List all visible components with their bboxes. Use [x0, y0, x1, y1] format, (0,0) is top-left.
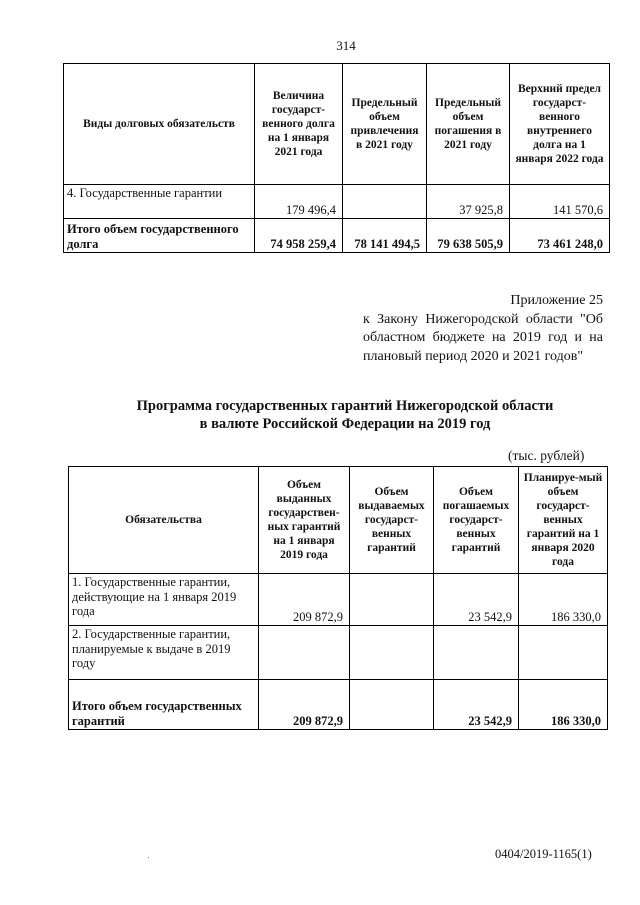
document-code: 0404/2019-1165(1) [495, 847, 592, 861]
guarantee-cell [350, 574, 434, 626]
debt-header-value: Величина государст-венного долга на 1 января 2021 года [255, 64, 343, 185]
debt-total-cell: 78 141 494,5 [343, 219, 427, 253]
debt-cell: 179 496,4 [255, 185, 343, 219]
guarantee-header-issued: Объем выданных государствен-ных гарантий на 1 января 2019 года [259, 467, 350, 574]
table-row [69, 574, 608, 626]
debt-header-repayment: Предельный объем погашения в 2021 году [427, 64, 510, 185]
program-title [100, 397, 590, 433]
table-row [64, 185, 610, 219]
guarantee-total-cell: 209 872,9 [259, 680, 350, 730]
scan-speck [148, 857, 149, 858]
guarantee-row-label: 2. Государственные гарантии, планируемые к выдаче в 2019 году [69, 626, 259, 680]
table-row [64, 219, 610, 253]
debt-table [63, 63, 610, 253]
debt-row-label: 4. Государственные гарантии [64, 185, 255, 219]
debt-total-cell: 73 461 248,0 [510, 219, 610, 253]
guarantee-cell [519, 626, 608, 680]
debt-total-cell: 74 958 259,4 [255, 219, 343, 253]
debt-total-cell: 79 638 505,9 [427, 219, 510, 253]
debt-cell: 141 570,6 [510, 185, 610, 219]
guarantee-cell: 186 330,0 [519, 574, 608, 626]
debt-header-borrowing: Предельный объем привлечения в 2021 году [343, 64, 427, 185]
guarantee-table [68, 466, 608, 730]
program-title-line1: Программа государственных гарантий Нижегородской области [136, 398, 554, 414]
page-number: 314 [336, 38, 356, 53]
units-label: (тыс. рублей) [508, 448, 585, 463]
guarantee-row-label: 1. Государственные гарантии, действующие на 1 января 2019 года [69, 574, 259, 626]
guarantee-cell [259, 626, 350, 680]
table-row [69, 680, 608, 730]
guarantee-cell: 209 872,9 [259, 574, 350, 626]
appendix-text: к Закону Нижегородской области "Об областном бюджете на 2019 год и на плановый период 2020 и 2021 годов" [363, 311, 603, 364]
guarantee-cell [350, 626, 434, 680]
guarantee-cell [434, 626, 519, 680]
guarantee-header-planned: Планируе-мый объем государст-венных гарантий на 1 января 2020 года [519, 467, 608, 574]
guarantee-total-cell [350, 680, 434, 730]
debt-header-type: Виды долговых обязательств [64, 64, 255, 185]
guarantee-total-cell: 186 330,0 [519, 680, 608, 730]
appendix-note [363, 292, 603, 366]
program-title-line2: в валюте Российской Федерации на 2019 год [199, 416, 491, 432]
table-row [69, 626, 608, 680]
guarantee-header-to-issue: Объем выдаваемых государст-венных гарантий [350, 467, 434, 574]
debt-header-upper-limit: Верхний предел государст-венного внутреннего долга на 1 января 2022 года [510, 64, 610, 185]
guarantee-cell: 23 542,9 [434, 574, 519, 626]
appendix-title: Приложение 25 [510, 293, 603, 308]
debt-total-label: Итого объем государственного долга [64, 219, 255, 253]
debt-cell: 37 925,8 [427, 185, 510, 219]
guarantee-header-obligations: Обязательства [69, 467, 259, 574]
guarantee-total-cell: 23 542,9 [434, 680, 519, 730]
guarantee-total-label: Итого объем государственных гарантий [69, 680, 259, 730]
guarantee-header-repaid: Объем погашаемых государст-венных гарантий [434, 467, 519, 574]
debt-cell [343, 185, 427, 219]
